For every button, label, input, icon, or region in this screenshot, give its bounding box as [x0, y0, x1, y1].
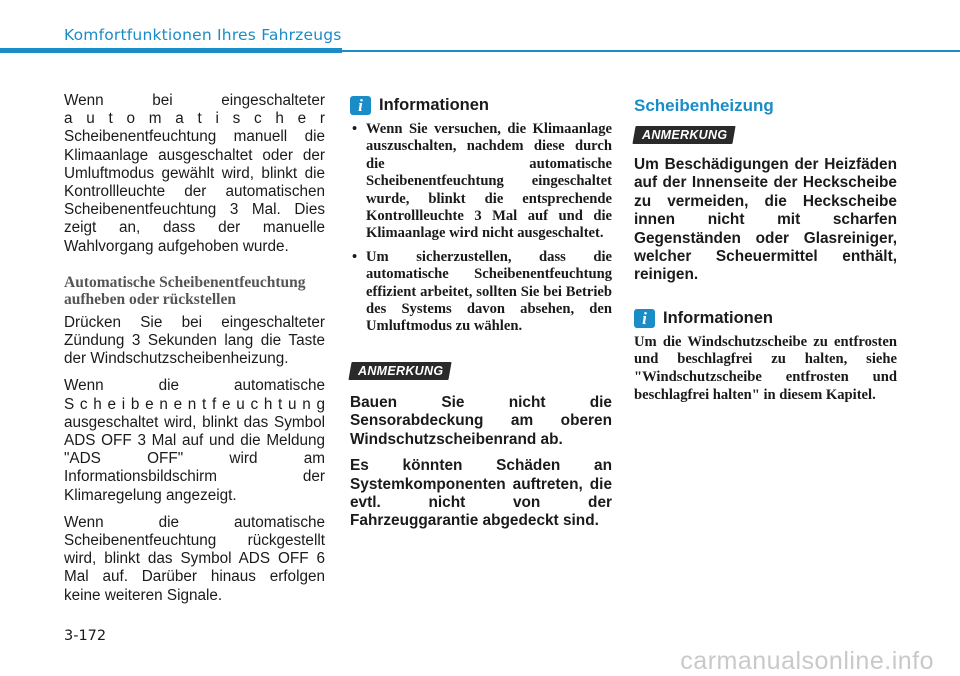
column-middle: [350, 96, 612, 539]
note-paragraph: Um Beschädigungen der Heizfäden auf der Innenseite der Heckscheibe zu vermeiden, die Heckscheibe innen nicht mit scharfen Gegenständen oder Glasreiniger, welcher Scheuermittel enthält, reinigen.: [634, 156, 897, 284]
header-rule-thin: [342, 50, 960, 52]
info-icon: i: [634, 309, 655, 328]
note-badge: [632, 126, 736, 144]
section-header-title: Komfortfunktionen Ihres Fahrzeugs: [64, 26, 342, 44]
column-left: [64, 92, 325, 614]
watermark: carmanualsonline.info: [680, 647, 934, 675]
note-paragraph: Bauen Sie nicht die Sensorabdeckung am oberen Windschutzscheibenrand ab.: [350, 393, 612, 448]
paragraph-line: Wenn die automatische: [64, 377, 325, 395]
info-icon: i: [350, 96, 371, 115]
info-title: Informationen: [379, 96, 489, 114]
note-badge-label: ANMERKUNG: [358, 363, 444, 378]
note-paragraph: Es könnten Schäden an Systemkomponenten auftreten, die evtl. nicht von der Fahrzeuggarantie abgedeckt sind.: [350, 457, 612, 530]
header-rule-thick: [0, 48, 342, 53]
paragraph-line: Wenn bei eingeschalteter: [64, 92, 325, 109]
paragraph-line: S c h e i b e n e n t f e u c h t u n g: [64, 395, 325, 413]
list-item: • Wenn Sie versuchen, die Klimaanlage auszuschalten, nachdem diese durch die automatische Scheibenentfeuchtung eingeschaltet wurde, blinkt die entsprechende Kontrollleuchte 3 Mal auf und die Klimaanlage wird nicht ausgeschaltet.: [350, 121, 612, 243]
info-title: Informationen: [663, 308, 773, 327]
info-header: [350, 96, 612, 115]
section-heading: Scheibenheizung: [634, 96, 774, 115]
paragraph: Wenn die automatische Scheibenentfeuchtung rückgestellt wird, blinkt das Symbol ADS OFF 6 Mal auf. Darüber hinaus erfolgen keine weiteren Signale.: [64, 513, 325, 604]
paragraph-line: a u t o m a t i s c h e r: [64, 110, 325, 128]
paragraph: ausgeschaltet wird, blinkt das Symbol ADS OFF 3 Mal auf und die Meldung "ADS OFF" wird am Informationsbildschirm der Klimaregelung angezeigt.: [64, 413, 325, 504]
subheading: Automatische Scheibenentfeuchtung aufheben oder rückstellen: [64, 273, 306, 308]
column-right: [634, 96, 897, 404]
list-item: • Um sicherzustellen, dass die automatische Scheibenentfeuchtung effizient arbeitet, sollten Sie bei Betrieb des Systems davon absehen, den Umluftmodus zu wählen.: [350, 249, 612, 336]
note-badge-label: ANMERKUNG: [642, 128, 728, 142]
info-paragraph: Um die Windschutzscheibe zu entfrosten und beschlagfrei zu halten, siehe "Windschutzscheibe entfrosten und beschlagfrei halten" in diesem Kapitel.: [634, 333, 897, 403]
page-number: 3-172: [64, 628, 107, 644]
paragraph: Drücken Sie bei eingeschalteter Zündung 3 Sekunden lang die Taste der Windschutzscheibenheizung.: [64, 313, 325, 368]
paragraph: Scheibenentfeuchtung manuell die Klimaanlage ausgeschaltet oder der Umluftmodus gewählt wird, blinkt die Kontrollleuchte der automatischen Scheibenentfeuchtung 3 Mal. Dies zeigt an, dass der manuelle Wahlvorgang aufgehoben wurde.: [64, 128, 325, 255]
note-badge: [348, 362, 452, 380]
info-bullet-list: [350, 121, 612, 336]
info-header: [634, 309, 897, 328]
